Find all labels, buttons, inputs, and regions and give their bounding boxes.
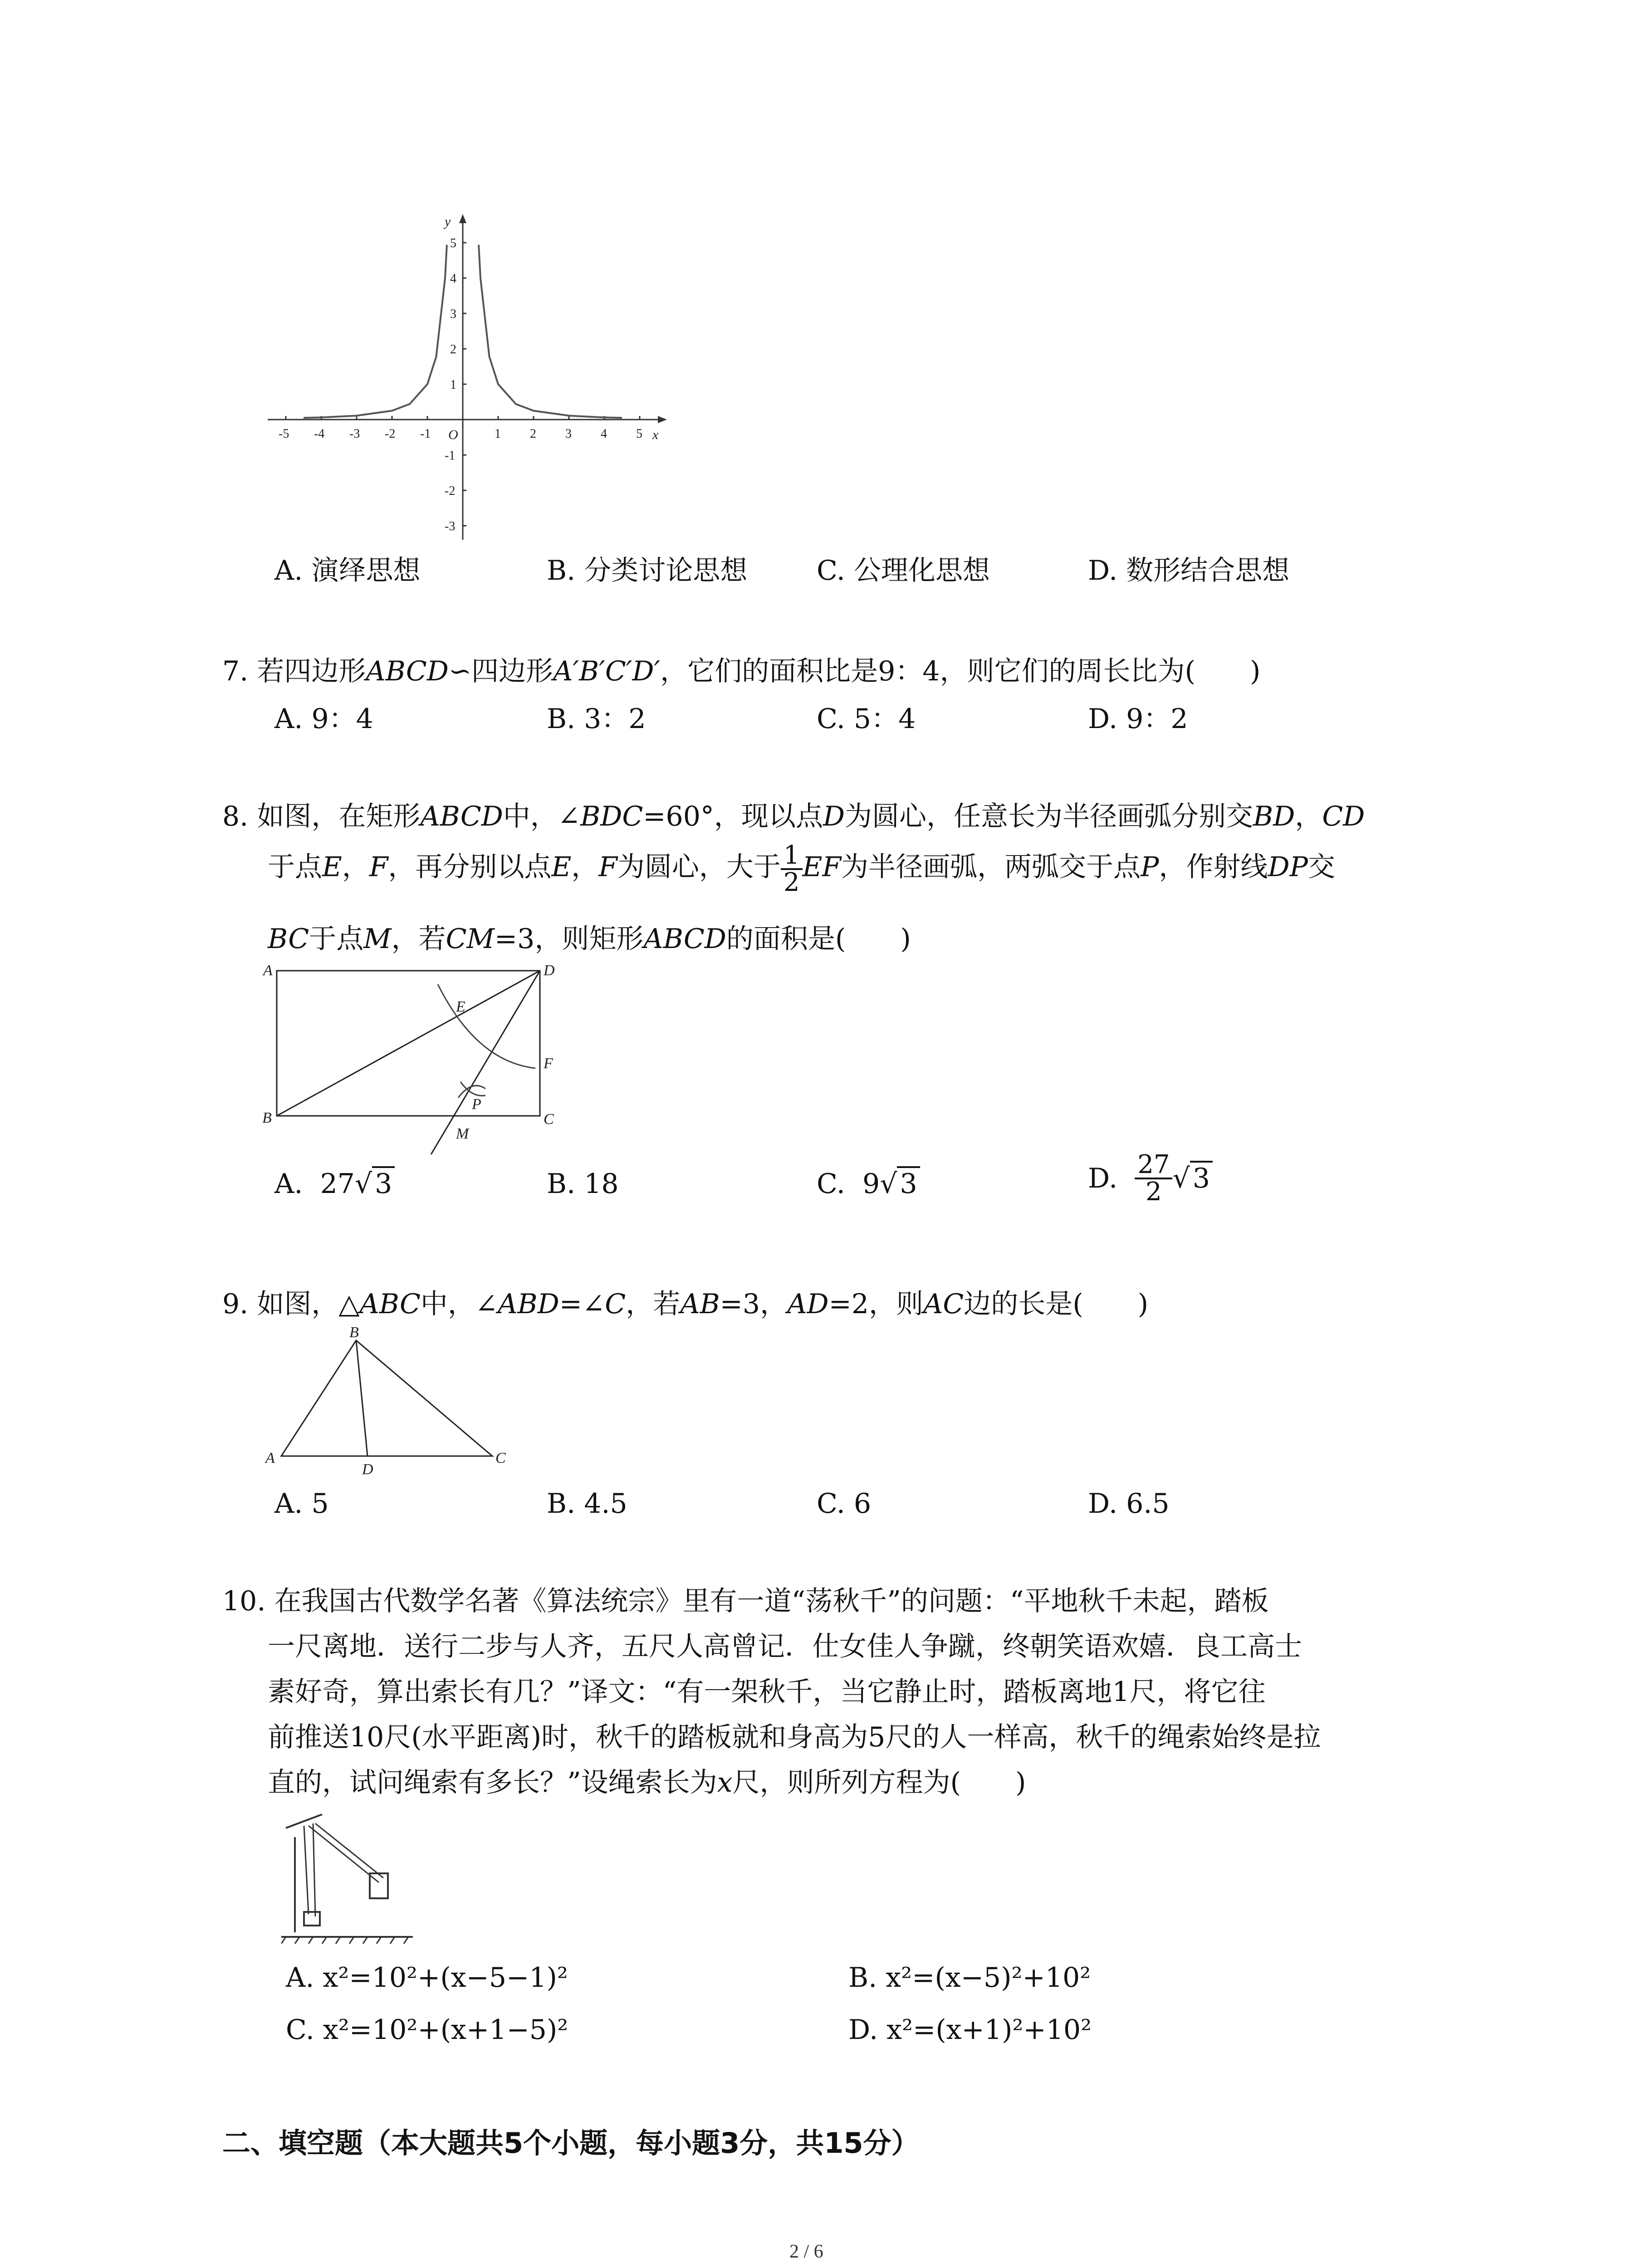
sqrt-3: √ 3: [1172, 1165, 1212, 1192]
text: 7. 若四边形: [222, 655, 366, 687]
q10-stem-line-2: 一尺离地．送行二步与人齐，五尺人高曾记．仕女佳人争蹴，终朝笑语欢嬉．良工高士: [268, 1631, 1302, 1662]
q7-option-d[interactable]: D. 9：2: [1088, 703, 1188, 735]
q6-option-c[interactable]: C. 公理化思想: [817, 555, 990, 587]
q9-option-c[interactable]: C. 6: [817, 1488, 872, 1520]
page-number: 2 / 6: [789, 2241, 823, 2262]
q6-option-b[interactable]: B. 分类讨论思想: [547, 555, 748, 587]
q8-option-b[interactable]: B. 18: [547, 1168, 619, 1200]
arc-ef: [438, 984, 535, 1068]
label-p: P: [472, 1096, 481, 1113]
q9-option-d[interactable]: D. 6.5: [1088, 1488, 1170, 1520]
label-b: B: [349, 1325, 359, 1341]
label-d: D: [544, 962, 555, 979]
sqrt-3: √ 3: [880, 1170, 920, 1198]
y-tick-label: 2: [450, 342, 456, 357]
label-b: B: [262, 1110, 272, 1126]
label-e: E: [456, 998, 465, 1015]
rope-rest-2: [313, 1823, 315, 1916]
ray-dp: [431, 971, 540, 1154]
q6-option-a[interactable]: A. 演绎思想: [274, 555, 421, 587]
q9-option-b[interactable]: B. 4.5: [547, 1488, 627, 1520]
q7-stem: [222, 655, 1261, 687]
y-tick-label: 4: [450, 272, 456, 286]
text: 四边形: [471, 655, 554, 687]
graph-ticks: [279, 236, 642, 533]
section-2-title: 二、填空题（本大题共5个小题，每小题3分，共15分）: [222, 2126, 920, 2160]
y-axis-arrow: [459, 214, 466, 223]
q10-swing-figure: [281, 1810, 417, 1946]
q10-option-b[interactable]: B. x²=(x−5)²+10²: [848, 1962, 1091, 1994]
q8-stem-line-3: BC于点M，若CM=3，则矩形ABCD的面积是( ): [268, 923, 911, 955]
y-axis-label: y: [445, 214, 451, 229]
graph-curve-left: [304, 245, 447, 418]
label-a: A: [263, 962, 273, 979]
math: A′B′C′D′: [553, 655, 661, 687]
label-c: C: [495, 1450, 506, 1466]
q10-option-a[interactable]: A. x²=10²+(x−5−1)²: [286, 1962, 568, 1994]
fraction-27-2: $\frac{27}{2}$: [1135, 1152, 1172, 1205]
x-tick-label: -1: [420, 427, 431, 441]
x-tick-label: 4: [601, 427, 607, 441]
math: ABCD: [366, 655, 449, 687]
x-axis-label: x: [652, 427, 659, 442]
q8-stem-line-2: 于点E，F，再分别以点E，F为圆心，大于 $\frac{1}{2}$ EF为半径画弧，两弧交于点P，作射线DP交: [268, 841, 1335, 897]
text: ，它们的面积比是9：4，则它们的周长比为( ): [660, 655, 1261, 687]
q10-stem-line-3: 素好奇，算出索长有几？”译文：“有一架秋千，当它静止时，踏板离地1尺，将它往: [268, 1676, 1266, 1708]
q9-triangle-figure: [259, 1325, 513, 1479]
x-tick-label: 1: [495, 427, 501, 441]
diagonal-bd: [277, 971, 540, 1116]
label-a: A: [265, 1450, 275, 1466]
label-c: C: [544, 1111, 554, 1128]
q10-option-d[interactable]: D. x²=(x+1)²+10²: [848, 2014, 1092, 2046]
seat-rest: [304, 1912, 320, 1926]
q8-option-a[interactable]: A. 27√ 3: [274, 1170, 395, 1198]
x-tick-label: 3: [565, 427, 572, 441]
sqrt-3: √ 3: [355, 1170, 395, 1198]
q10-option-c[interactable]: C. x²=10²+(x+1−5)²: [286, 2014, 568, 2046]
graph-svg: [254, 213, 671, 544]
q7-option-c[interactable]: C. 5：4: [817, 703, 916, 735]
q8-option-c[interactable]: C. 9√ 3: [817, 1170, 920, 1198]
y-tick-label: -2: [445, 484, 456, 498]
label-m: M: [456, 1125, 469, 1142]
y-tick-label: -3: [445, 519, 456, 533]
function-graph: [254, 213, 671, 544]
x-tick-label: 2: [530, 427, 536, 441]
similar-symbol: ∽: [448, 655, 472, 687]
q10-stem-line-5: 直的，试问绳索有多长？”设绳索长为x尺，则所列方程为( ): [268, 1767, 1026, 1799]
rope-pushed-2: [315, 1823, 383, 1878]
y-tick-label: 3: [450, 307, 456, 321]
q10-stem-line-4: 前推送10尺(水平距离)时，秋千的踏板就和身高为5尺的人一样高，秋千的绳索始终是拉: [268, 1721, 1321, 1753]
graph-curve-right: [479, 245, 622, 418]
x-axis-arrow: [658, 416, 667, 423]
rope-pushed: [309, 1826, 379, 1882]
q9-option-a[interactable]: A. 5: [274, 1488, 329, 1520]
q8-rectangle-figure: [259, 957, 576, 1157]
x-tick-label: -5: [279, 427, 289, 441]
q9-stem: 9. 如图，△ABC中，∠ABD=∠C，若AB=3，AD=2，则AC边的长是( ): [222, 1288, 1149, 1320]
q10-stem-line-1: 10. 在我国古代数学名著《算法统宗》里有一道“荡秋千”的问题：“平地秋千未起，踏板: [222, 1585, 1269, 1617]
origin-label: O: [448, 427, 458, 442]
y-tick-label: 5: [450, 236, 456, 250]
rope-rest: [304, 1826, 309, 1914]
triangle-abc: [281, 1340, 492, 1456]
y-tick-label: -1: [445, 449, 456, 463]
ground-hatch: [281, 1937, 408, 1944]
q8-option-d[interactable]: D. $\frac{27}{2}$ √ 3: [1088, 1152, 1213, 1205]
q7-option-b[interactable]: B. 3：2: [547, 703, 646, 735]
x-tick-label: -2: [385, 427, 396, 441]
q8-stem-line-1: 8. 如图，在矩形ABCD中，∠BDC=60°，现以点D为圆心，任意长为半径画弧分别交BD，CD: [222, 801, 1365, 832]
q7-option-a[interactable]: A. 9：4: [274, 703, 373, 735]
y-tick-label: 1: [450, 378, 456, 392]
x-tick-label: -4: [314, 427, 325, 441]
label-d: D: [362, 1461, 373, 1478]
x-tick-label: -3: [349, 427, 360, 441]
x-tick-label: 5: [636, 427, 642, 441]
fraction-one-half: $\frac{1}{2}$: [781, 843, 803, 895]
q6-option-d[interactable]: D. 数形结合思想: [1088, 555, 1290, 587]
segment-bd: [356, 1340, 367, 1456]
label-f: F: [544, 1055, 553, 1072]
